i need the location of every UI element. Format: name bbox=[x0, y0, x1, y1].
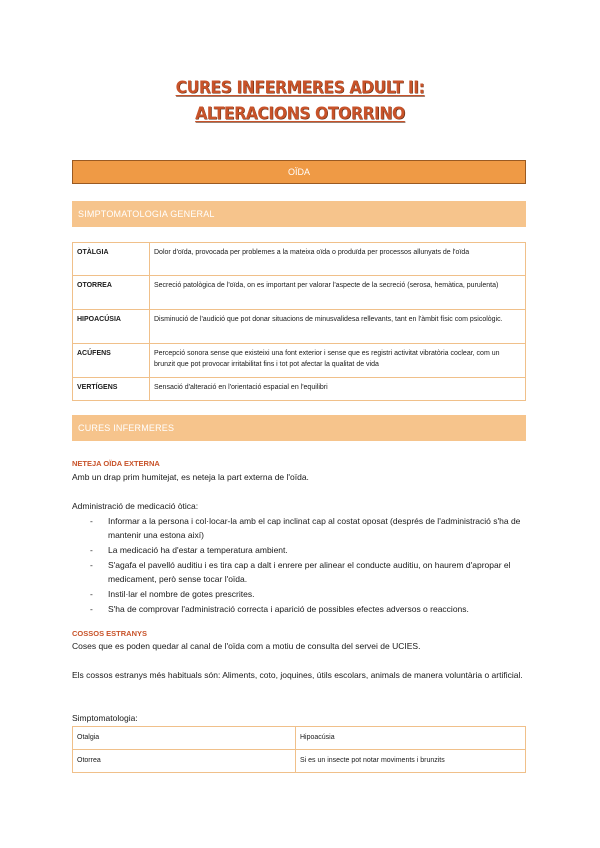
document-title-line-1: CURES INFERMERES ADULT II: bbox=[175, 78, 425, 98]
list-item bbox=[72, 514, 532, 542]
foreign-bodies-text-2: Els cossos estranys més habituals són: Aliments, coto, joquines, útils escolars, animals de manera voluntària o artificial. bbox=[72, 670, 523, 680]
table-cell: Hipoacúsia bbox=[296, 727, 526, 750]
symptom-term: ACÚFENS bbox=[73, 344, 150, 378]
medication-heading: Administració de medicació òtica: bbox=[72, 501, 199, 511]
dash-bullet: - bbox=[90, 516, 93, 526]
foreign-bodies-heading: COSSOS ESTRANYS bbox=[72, 629, 148, 638]
foreign-bodies-text-1: Coses que es poden quedar al canal de l'oïda com a motiu de consulta del servei de UCIES. bbox=[72, 641, 421, 651]
list-item-text: La medicació ha d'estar a temperatura ambient. bbox=[108, 545, 288, 555]
list-item-text: Informar a la persona i col·locar-la amb el cap inclinat cap al costat oposat (després de l'administració s'ha de mantenir una estona així) bbox=[108, 516, 521, 540]
table-row bbox=[73, 310, 526, 344]
table-row bbox=[73, 276, 526, 310]
table-row bbox=[73, 727, 526, 750]
medication-list bbox=[72, 514, 532, 617]
foreign-bodies-symptoms-label: Simptomatologia: bbox=[72, 713, 138, 723]
cleaning-text: Amb un drap prim humitejat, es neteja la part externa de l'oïda. bbox=[72, 472, 309, 482]
list-item bbox=[72, 558, 532, 586]
section-header-symptoms: SIMPTOMATOLOGIA GENERAL bbox=[72, 201, 526, 227]
dash-bullet: - bbox=[90, 589, 93, 599]
symptom-definition: Disminució de l'audició que pot donar situacions de minusvalidesa rellevants, tant en l'àmbit físic com psicològic. bbox=[150, 310, 526, 344]
list-item-text: S'ha de comprovar l'administració correcta i aparició de possibles efectes adversos o reaccions. bbox=[108, 604, 469, 614]
symptom-term: VERTÍGENS bbox=[73, 378, 150, 401]
foreign-bodies-symptoms-table bbox=[72, 726, 526, 773]
symptom-term: HIPOACÚSIA bbox=[73, 310, 150, 344]
document-title-line-2: ALTERACIONS OTORRINO bbox=[195, 104, 405, 124]
table-cell: Otorrea bbox=[73, 750, 296, 773]
dash-bullet: - bbox=[90, 545, 93, 555]
cleaning-heading: NETEJA OÏDA EXTERNA bbox=[72, 459, 160, 468]
table-row bbox=[73, 378, 526, 401]
table-row bbox=[73, 243, 526, 276]
symptoms-table bbox=[72, 242, 526, 401]
dash-bullet: - bbox=[90, 560, 93, 570]
list-item-text: S'agafa el pavelló auditiu i es tira cap a dalt i enrere per alinear el conducte auditiu, on haurem d'apropar el medicament, però sense tocar l'oïda. bbox=[108, 560, 511, 584]
list-item-text: Instil·lar el nombre de gotes prescrites. bbox=[108, 589, 255, 599]
symptom-definition: Sensació d'alteració en l'orientació espacial en l'equilibri bbox=[150, 378, 526, 401]
table-cell: Otalgia bbox=[73, 727, 296, 750]
symptom-term: OTÀLGIA bbox=[73, 243, 150, 276]
section-header-care: CURES INFERMERES bbox=[72, 415, 526, 441]
symptom-definition: Dolor d'oïda, provocada per problemes a la mateixa oïda o produïda per processos allunyats de l'oïda bbox=[150, 243, 526, 276]
symptom-definition: Secreció patològica de l'oïda, on es important per valorar l'aspecte de la secreció (serosa, hemàtica, purulenta) bbox=[150, 276, 526, 310]
list-item bbox=[72, 587, 532, 601]
section-banner-oida: OÏDA bbox=[72, 160, 526, 184]
table-cell: Si es un insecte pot notar moviments i brunzits bbox=[296, 750, 526, 773]
symptom-definition: Percepció sonora sense que existeixi una font exterior i sense que es registri activitat vibratòria coclear, com un brunzit que pot provocar irritabilitat fins i tot pot afectar la qualitat de vida bbox=[150, 344, 526, 378]
table-row bbox=[73, 344, 526, 378]
list-item bbox=[72, 602, 532, 616]
list-item bbox=[72, 543, 532, 557]
symptom-term: OTORREA bbox=[73, 276, 150, 310]
dash-bullet: - bbox=[90, 604, 93, 614]
table-row bbox=[73, 750, 526, 773]
